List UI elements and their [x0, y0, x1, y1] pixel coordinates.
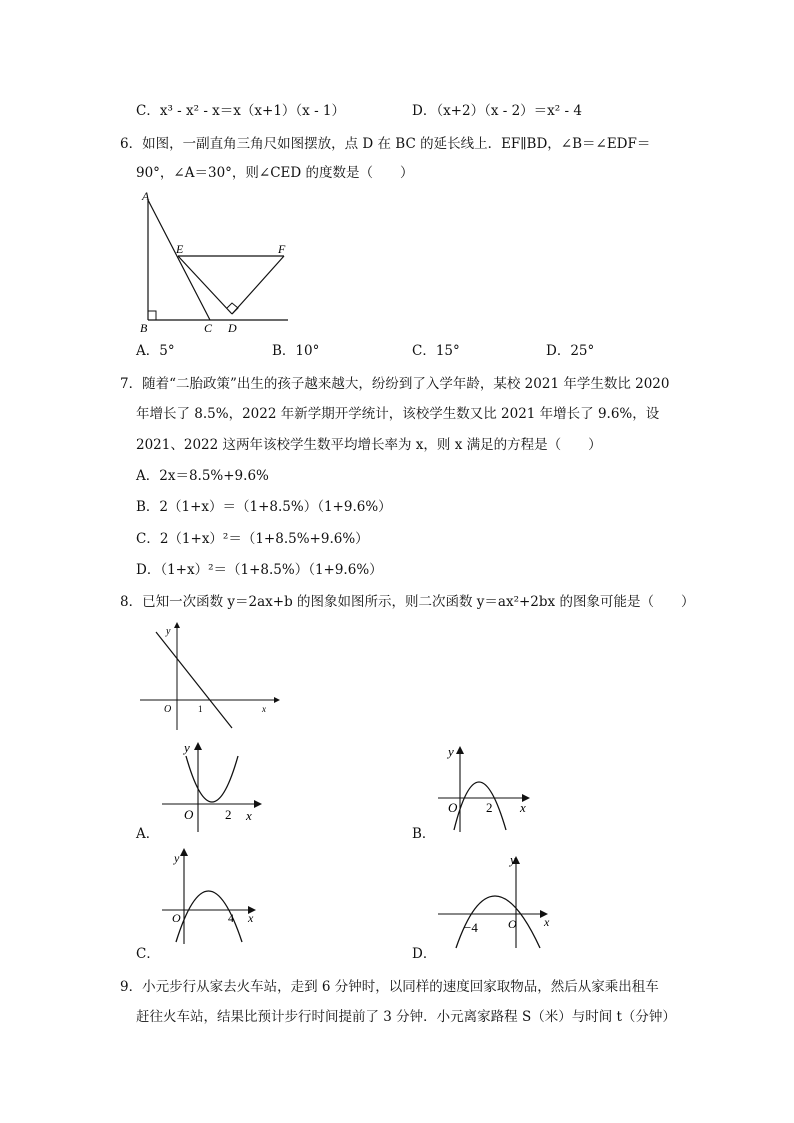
q8-main-origin: O: [164, 704, 172, 715]
q5-option-c: C．x³ - x² - x＝x（x+1）（x - 1）: [136, 103, 346, 119]
q8-d-origin: O: [508, 917, 517, 931]
q5-option-d: D．（x+2）（x - 2）＝x² - 4: [412, 103, 582, 119]
q6-stem-line1: 6．如图，一副直角三角尺如图摆放，点 D 在 BC 的延长线上．EF∥BD，∠B＝∠EDF＝: [120, 136, 651, 152]
q6-option-a: A．5°: [136, 343, 175, 359]
q6-label-a: A: [142, 189, 150, 203]
q8-b-y-label: y: [448, 744, 454, 759]
q8-a-y-label: y: [184, 740, 190, 755]
q7-stem-line2: 年增长了 8.5%，2022 年新学期开学统计，该校学生数又比 2021 年增长了 9.6%，设: [136, 406, 660, 422]
q6-label-b: B: [140, 321, 148, 335]
q6-label-d: D: [228, 321, 237, 335]
q8-a-origin: O: [184, 807, 194, 822]
q8-main-tick: 1: [198, 704, 203, 714]
q8-d-tick: −4: [464, 920, 478, 935]
q8-stem-line1: 8．已知一次函数 y＝2ax+b 的图象如图所示，则二次函数 y＝ax²+2bx 的图象可能是（ ）: [120, 594, 695, 610]
q6-label-c: C: [204, 321, 213, 335]
q8-main-y-label: y: [166, 626, 171, 637]
q6-option-c: C．15°: [412, 343, 460, 359]
q8-linear-graph: [140, 622, 280, 732]
q8-d-x-label: x: [544, 915, 550, 929]
q8-graph-d: [436, 852, 556, 952]
q8-b-tick: 2: [486, 800, 493, 815]
q8-b-origin: O: [448, 800, 458, 815]
q7-option-c: C．2（1+x）²＝（1+8.5%+9.6%）: [136, 531, 369, 547]
q7-option-d: D．（1+x）²＝（1+8.5%）（1+9.6%）: [136, 562, 383, 578]
q6-triangle-figure: [138, 190, 298, 340]
q8-option-b: B．: [412, 826, 436, 842]
q6-stem-line2: 90°，∠A＝30°，则∠CED 的度数是（ ）: [136, 165, 414, 181]
q8-option-a: A．: [136, 826, 160, 842]
q6-label-f: F: [278, 242, 286, 256]
q8-d-y-label: y: [510, 852, 516, 867]
q6-label-e: E: [176, 242, 184, 256]
q6-option-b: B．10°: [272, 343, 320, 359]
q7-option-b: B．2（1+x）＝（1+8.5%）（1+9.6%）: [136, 499, 392, 515]
q8-graph-a: [158, 740, 268, 835]
q8-c-tick: 4: [228, 911, 234, 925]
q9-stem-line1: 9．小元步行从家去火车站，走到 6 分钟时，以同样的速度回家取物品，然后从家乘出租车: [120, 979, 659, 995]
q8-option-c: C．: [136, 946, 160, 962]
q8-c-x-label: x: [248, 911, 254, 925]
q7-stem-line1: 7．随着“二胎政策”出生的孩子越来越大，纷纷到了入学年龄，某校 2021 年学生数比 2020: [120, 376, 670, 392]
q8-c-y-label: y: [174, 851, 180, 865]
q8-c-origin: O: [172, 911, 181, 925]
q8-b-x-label: x: [520, 800, 526, 815]
q6-option-d: D．25°: [546, 343, 595, 359]
q8-a-x-label: x: [246, 808, 252, 823]
q8-main-x-label: x: [262, 704, 266, 714]
q8-a-tick: 2: [225, 807, 232, 822]
q8-option-d: D．: [412, 946, 437, 962]
q7-stem-line3: 2021、2022 这两年该校学生数平均增长率为 x，则 x 满足的方程是（ ）: [136, 437, 602, 453]
q7-option-a: A．2x＝8.5%+9.6%: [136, 468, 269, 484]
q8-graph-c: [160, 846, 266, 946]
q8-graph-b: [436, 744, 536, 834]
q9-stem-line2: 赶往火车站，结果比预计步行时间提前了 3 分钟．小元离家路程 S（米）与时间 t（分钟）: [136, 1009, 676, 1025]
